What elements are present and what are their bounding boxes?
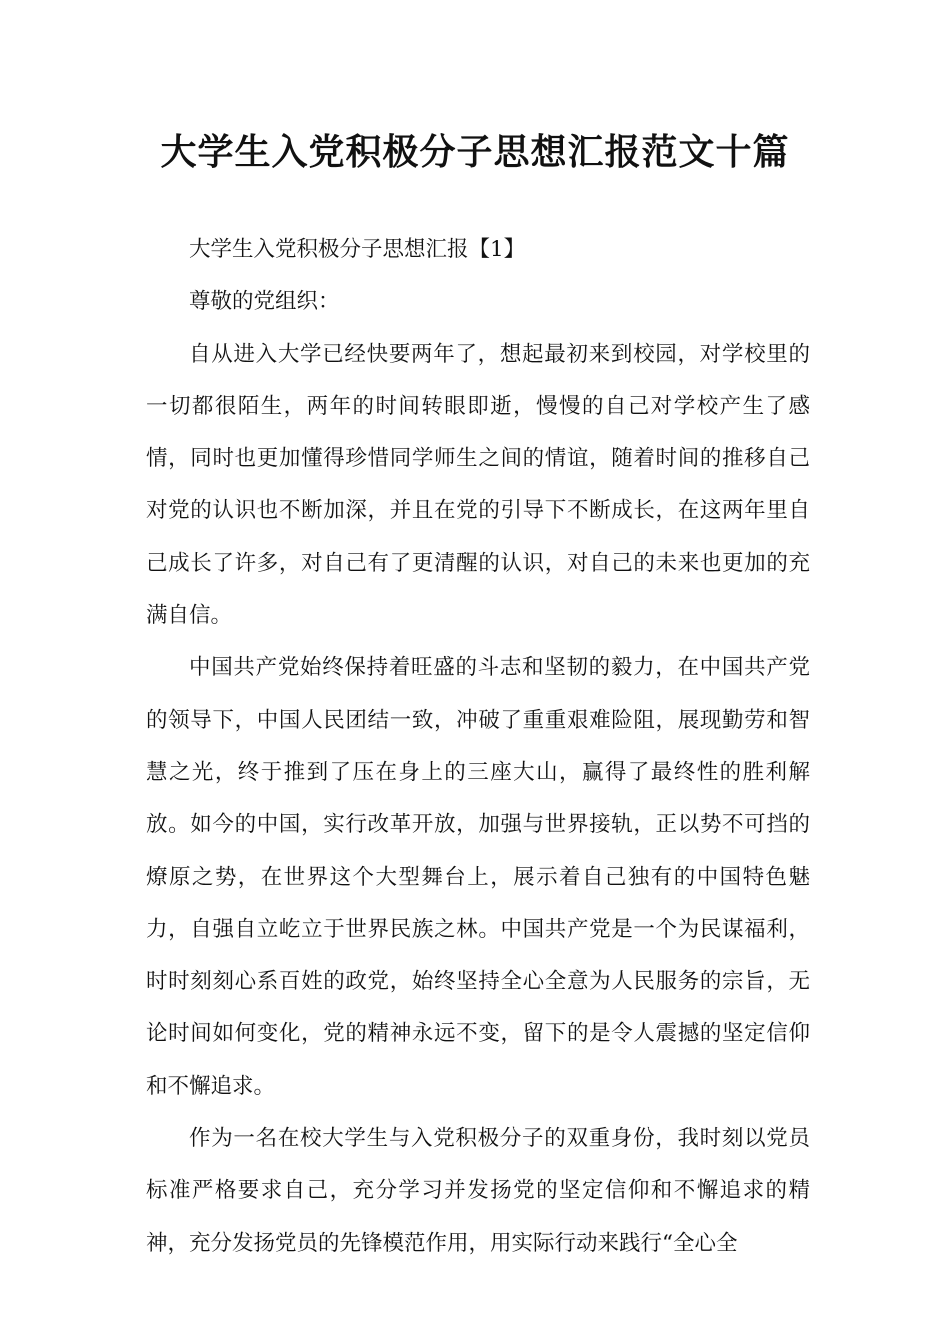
body-paragraph: 自从进入大学已经快要两年了，想起最初来到校园，对学校里的一切都很陌生，两年的时间转眼即逝，慢慢的自己对学校产生了感情，同时也更加懂得珍惜同学师生之间的情谊，随着时间的推移自己对党的认识也不断加深，并且在党的引导下不断成长，在这两年里自己成长了许多，对自己有了更清醒的认识，对自己的未来也更加的充满自信。 xyxy=(146,341,810,629)
body-paragraph: 中国共产党始终保持着旺盛的斗志和坚韧的毅力，在中国共产党的领导下，中国人民团结一致，冲破了重重艰难险阻，展现勤劳和智慧之光，终于推到了压在身上的三座大山，赢得了最终性的胜利解放。如今的中国，实行改革开放，加强与世界接轨，正以势不可挡的燎原之势，在世界这个大型舞台上，展示着自己独有的中国特色魅力，自强自立屹立于世界民族之林。中国共产党是一个为民谋福利，时时刻刻心系百姓的政党，始终坚持全心全意为人民服务的宗旨，无论时间如何变化，党的精神永远不变，留下的是令人震撼的坚定信仰和不懈追求。 xyxy=(146,655,810,1099)
document-body xyxy=(146,224,810,1270)
section-heading: 大学生入党积极分子思想汇报【1】 xyxy=(189,237,526,262)
body-paragraph: 作为一名在校大学生与入党积极分子的双重身份，我时刻以党员标准严格要求自己，充分学习并发扬党的坚定信仰和不懈追求的精神，充分发扬党员的先锋模范作用，用实际行动来践行“全心全 xyxy=(146,1126,810,1256)
salutation: 尊敬的党组织： xyxy=(189,289,340,315)
document-title: 大学生入党积极分子思想汇报范文十篇 xyxy=(160,132,790,173)
